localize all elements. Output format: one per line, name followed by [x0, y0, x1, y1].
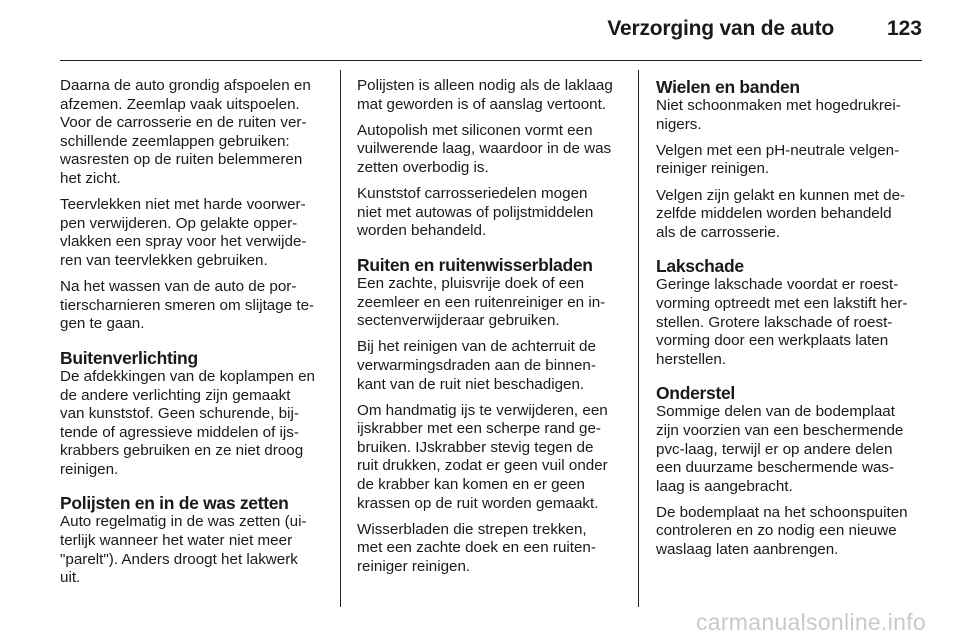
- body-paragraph: Autopolish met siliconen vormt een vuilwerende laag, waardoor in de was zetten overbodig is.: [357, 121, 612, 176]
- text-column-3: [656, 77, 924, 567]
- body-paragraph: Velgen met een pH-neutrale velgen- reiniger reinigen.: [656, 141, 900, 178]
- body-paragraph: Geringe lakschade voordat er roest- vorming optreedt met een lakstift her- stellen. Grotere lakschade of roest- vorming door een werkplaats laten herstellen.: [656, 276, 908, 368]
- text-column-1: [60, 77, 330, 595]
- body-paragraph: Bij het reinigen van de achterruit de verwarmingsdraden aan de binnen- kant van de ruit niet beschadigen.: [357, 338, 596, 393]
- column-divider: [340, 70, 341, 607]
- page-header: [60, 0, 922, 61]
- body-paragraph: Velgen zijn gelakt en kunnen met de- zelfde middelen worden behandeld als de carrosserie.: [656, 186, 906, 241]
- body-paragraph: Teervlekken niet met harde voorwer- pen verwijderen. Op gelakte opper- vlakken een spray voor het verwijde- ren van teervlekken gebruiken.: [60, 196, 307, 269]
- body-paragraph: Polijsten is alleen nodig als de laklaag mat geworden is of aanslag vertoont.: [357, 77, 613, 113]
- section-heading: Polijsten en in de was zetten: [60, 493, 289, 514]
- body-paragraph: Kunststof carrosseriedelen mogen niet met autowas of polijstmiddelen worden behandeld.: [357, 185, 594, 240]
- body-paragraph: Wisserbladen die strepen trekken, met een zachte doek en een ruiten- reiniger reinigen.: [357, 520, 596, 576]
- body-paragraph: De bodemplaat na het schoonspuiten controleren en zo nodig een nieuwe waslaag laten aanbrengen.: [656, 503, 908, 559]
- section-heading: Wielen en banden: [656, 77, 800, 97]
- body-paragraph: Daarna de auto grondig afspoelen en afzemen. Zeemlap vaak uitspoelen. Voor de carrosserie en de ruiten ver- schillende zeemlappen gebruiken: wasresten op de ruiten belemmeren het zicht.: [60, 77, 311, 187]
- section-heading: Onderstel: [656, 383, 735, 404]
- header-title: Verzorging van de auto: [607, 17, 834, 40]
- body-paragraph: Na het wassen van de auto de por- tierscharnieren smeren om slijtage te- gen te gaan.: [60, 278, 315, 333]
- text-column-2: [357, 77, 625, 584]
- body-paragraph: De afdekkingen van de koplampen en de andere verlichting zijn gemaakt van kunststof. Geen schurende, bij- tende of agressieve middelen of ijs- krabbers gebruiken en ze niet droog reinigen.: [60, 367, 315, 478]
- body-paragraph: Een zachte, pluisvrije doek of een zeemleer en een ruitenreiniger en in- sectenverwijderaar gebruiken.: [357, 274, 606, 330]
- section-heading: Ruiten en ruitenwisserbladen: [357, 254, 593, 275]
- body-paragraph: Sommige delen van de bodemplaat zijn voorzien van een beschermende pvc-laag, terwijl er op andere delen een duurzame beschermende was- laag is aangebracht.: [656, 403, 904, 495]
- section-heading: Lakschade: [656, 256, 744, 277]
- page-number: 123: [886, 17, 922, 40]
- body-paragraph: Om handmatig ijs te verwijderen, een ijskrabber met een scherpe rand ge- bruiken. IJskrabber stevig tegen de ruit drukken, zodat er geen vuil onder de krabber kan komen en er geen krassen op de ruit worden gemaakt.: [357, 401, 608, 512]
- body-paragraph: Auto regelmatig in de was zetten (ui- terlijk wanneer het water niet meer "parelt"). Anders droogt het lakwerk uit.: [60, 513, 307, 587]
- body-paragraph: Niet schoonmaken met hogedrukrei- nigers.: [656, 97, 901, 133]
- column-divider: [638, 70, 639, 607]
- watermark: carmanualsonline.info: [695, 609, 926, 635]
- section-heading: Buitenverlichting: [60, 347, 198, 368]
